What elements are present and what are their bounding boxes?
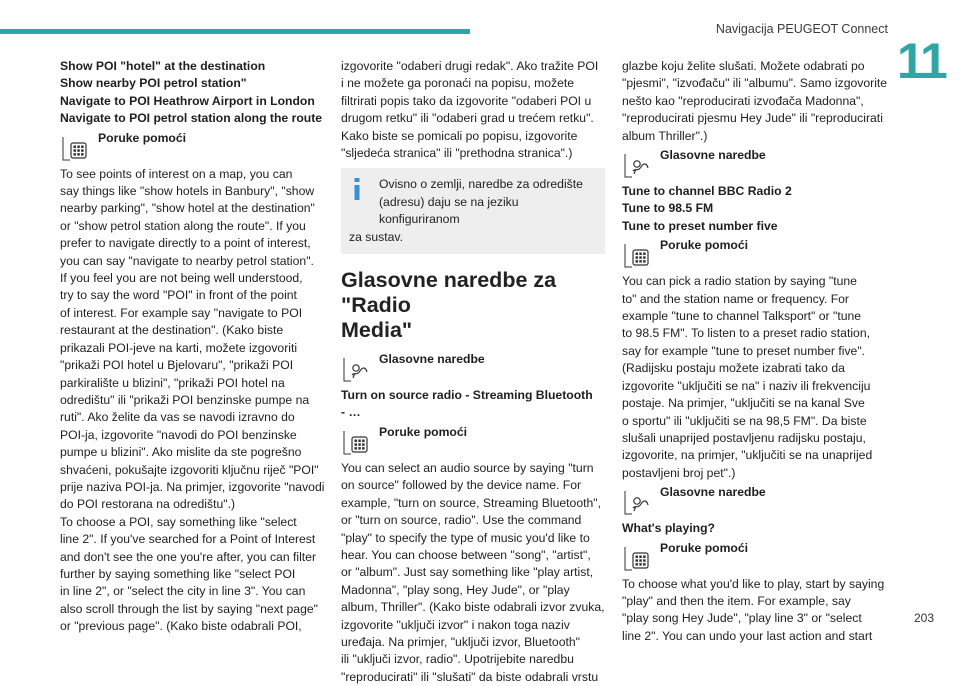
body-line: ili "uključi izvor, radio". Upotrijebite naredbu <box>341 652 574 667</box>
page-number: 203 <box>913 611 934 625</box>
body-line: parkiralište u blizini", "prikaži POI hotel na <box>60 375 285 390</box>
voice-command: Show nearby POI petrol station" <box>60 76 247 91</box>
body-line: album, Thriller". (Kako biste odabrali izvor zvuka, <box>341 600 605 615</box>
body-line: "reproducirati" ili "slušati" da biste odabrali vrstu <box>341 669 599 684</box>
help-messages-label: Poruke pomoći <box>660 238 749 253</box>
header-accent-bar <box>0 29 470 34</box>
body-line: prije naziva POI-ja. Na primjer, izgovorite "navodi <box>60 479 325 494</box>
body-line: example "tune to channel Talksport" or "tune <box>622 309 862 324</box>
body-line: or "album". Just say something like "play artist, <box>341 565 594 580</box>
body-line: and don't see the one you're after, you can filter <box>60 549 317 564</box>
body-line: filtrirati popis tako da izgovorite "odaberi POI u <box>341 93 592 108</box>
body-line: to 98.5 FM". To listen to a preset radio station, <box>622 326 870 341</box>
body-line: To see points of interest on a map, you can <box>60 166 293 181</box>
body-line: prefer to navigate directly to a point of interest, <box>60 236 311 251</box>
body-line: "pjesmi", "izvođaču" ili "albumu". Samo izgovorite <box>622 76 888 91</box>
body-line: "play song Hey Jude", "play line 3" or "select <box>622 611 862 626</box>
body-line: "sljedeća stranica" ili "prethodna stranica".) <box>341 146 573 161</box>
body-line: to" and the station name or frequency. For <box>622 291 849 306</box>
help-messages-label: Poruke pomoći <box>379 424 468 439</box>
body-line: Kako biste se pomicali po popisu, izgovorite <box>341 128 578 143</box>
body-line: you can say "navigate to nearby petrol station". <box>60 253 314 268</box>
help-messages-box <box>622 237 888 273</box>
body-line: izgovorite "uključiti se na" i naziv ili frekvenciju <box>622 378 871 393</box>
body-line: POI-ja, izgovorite "navodi do POI benzinske <box>60 427 297 442</box>
body-line: odredištu" ili "prikaži POI benzinske pumpe na <box>60 392 310 407</box>
body-line: line 2". You can undo your last action and start <box>622 628 873 643</box>
help-messages-box <box>341 424 605 460</box>
chapter-number: 11 <box>897 33 946 89</box>
voice-commands-label: Glasovne naredbe <box>379 352 485 367</box>
voice-command-icon <box>622 488 654 518</box>
body-line: say things like "show hotels in Banbury", "show <box>60 184 315 199</box>
body-line: pumpe u blizini". Ako mislite da ste pogrešno <box>60 445 302 460</box>
help-keypad-icon <box>622 241 654 271</box>
body-line: album Thriller".) <box>622 128 708 143</box>
body-line: in line 2", or "select the city in line 3". You can <box>60 584 306 599</box>
voice-commands-label: Glasovne naredbe <box>660 148 766 163</box>
voice-command: Navigate to POI Heathrow Airport in London <box>60 93 315 108</box>
body-line: postavljeni broj pet".) <box>622 465 736 480</box>
body-line: izgovorite, na primjer, "uključiti se na unaprijed <box>622 448 873 463</box>
body-line: "prikaži POI hotel u Bjelovaru", "prikaži POI <box>60 358 294 373</box>
body-line: "reproducirati pjesmu Hey Jude" ili "reproducirati <box>622 111 883 126</box>
body-line: line 2". If you've searched for a Point of Interest <box>60 532 316 547</box>
help-messages-box <box>60 130 330 166</box>
info-icon <box>353 178 361 200</box>
voice-command: Show POI "hotel" at the destination <box>60 59 266 73</box>
body-line: slušali unaprijed postavljenu radijsku postaju, <box>622 430 866 445</box>
body-line: nešto kao "reproducirati izvođača Madonna", <box>622 93 864 108</box>
body-line: drugom retku" ili "odaberi grad u trećem retku". <box>341 111 594 126</box>
voice-command: Tune to preset number five <box>622 218 778 233</box>
body-line: uređaja. Na primjer, "uključi izvor, Bluetooth" <box>341 634 580 649</box>
help-messages-label: Poruke pomoći <box>660 540 749 555</box>
voice-command: What's playing? <box>622 521 715 536</box>
body-line: "play" and then the item. For example, say <box>622 593 851 608</box>
body-line: postaje. Na primjer, "uključiti se na kanal Sve <box>622 396 865 411</box>
body-line: say for example "tune to preset number five". <box>622 343 866 358</box>
body-line: or "previous page". (Kako biste odabrali POI, <box>60 619 302 634</box>
body-line: hear. You can choose between "song", "artist", <box>341 547 591 562</box>
body-line: restaurant at the destination". (Kako biste <box>60 323 284 338</box>
body-line: You can pick a radio station by saying "tune <box>622 274 857 289</box>
info-line: Ovisno o zemlji, naredbe za odredište <box>379 177 583 192</box>
body-line: Madonna", "play song, Hey Jude", or "play <box>341 582 570 597</box>
voice-command: Turn on source radio - Streaming Bluetooth <box>341 388 593 403</box>
body-line: o sportu" ili "uključiti se na 98,5 FM". Da biste <box>622 413 867 428</box>
body-line: do POI restorana na odredištu".) <box>60 497 236 512</box>
body-line: also scroll through the list by saying "next page" <box>60 601 318 616</box>
body-line: on source" followed by the device name. For <box>341 478 582 493</box>
help-messages-box <box>622 540 888 576</box>
help-keypad-icon <box>341 428 373 458</box>
column-3 <box>622 58 888 645</box>
voice-command: Navigate to POI petrol station along the route <box>60 111 323 126</box>
page-header-title: Navigacija PEUGEOT Connect <box>715 22 888 36</box>
help-keypad-icon <box>60 134 92 164</box>
body-line: If you feel you are not being well understood, <box>60 271 303 286</box>
body-line: shvaćeni, pokušajte izgovoriti ključnu riječ "POI" <box>60 462 319 477</box>
body-line: nearby parking", "show hotel at the destination" <box>60 201 315 216</box>
body-line: prikazali POI-jeve na karti, možete izgovoriti <box>60 340 298 355</box>
info-line: za sustav. <box>349 229 403 244</box>
section-heading <box>341 268 605 343</box>
body-line: izgovorite "uključi izvor" i nakon toga naziv <box>341 617 570 632</box>
body-line: of interest. For example say "navigate to POI <box>60 305 303 320</box>
help-keypad-icon <box>622 544 654 574</box>
voice-command: - … <box>341 405 361 420</box>
body-line: izgovorite "odaberi drugi redak". Ako tražite POI <box>341 59 599 73</box>
section-heading-line: Glasovne naredbe za "Radio <box>341 268 557 318</box>
voice-commands-box <box>622 147 888 183</box>
body-line: glazbe koju želite slušati. Možete odabrati po <box>622 59 865 73</box>
body-line: or "show petrol station along the route". If you <box>60 218 306 233</box>
voice-command-icon <box>622 151 654 181</box>
body-line: You can select an audio source by saying "turn <box>341 460 594 475</box>
voice-command: Tune to 98.5 FM <box>622 201 714 216</box>
body-line: try to say the word "POI" in front of the point <box>60 288 297 303</box>
body-line: or "turn on source, radio". Use the command <box>341 513 582 528</box>
body-line: further by saying something like "select POI <box>60 566 296 581</box>
voice-commands-box <box>341 351 605 387</box>
section-heading-line: Media" <box>341 318 413 343</box>
column-2 <box>341 58 605 686</box>
voice-command: Tune to channel BBC Radio 2 <box>622 184 792 199</box>
body-line: example, "turn on source, Streaming Bluetooth", <box>341 495 601 510</box>
body-line: ruti". Ako želite da vas se navodi izravno do <box>60 410 295 425</box>
column-1 <box>60 58 330 636</box>
body-line: "play" to specify the type of music you'd like to <box>341 530 590 545</box>
body-line: To choose what you'd like to play, start by saying <box>622 576 885 591</box>
body-line: To choose a POI, say something like "select <box>60 514 297 529</box>
voice-commands-label: Glasovne naredbe <box>660 485 766 500</box>
info-note-box <box>341 168 605 254</box>
voice-command-icon <box>341 355 373 385</box>
body-line: i ne možete ga poronaći na popisu, možete <box>341 76 575 91</box>
body-line: (Radijsku postaju možete izabrati tako da <box>622 361 845 376</box>
help-messages-label: Poruke pomoći <box>98 130 187 145</box>
info-line: (adresu) daju se na jeziku konfiguriranom <box>379 194 519 227</box>
voice-commands-box <box>622 484 888 520</box>
